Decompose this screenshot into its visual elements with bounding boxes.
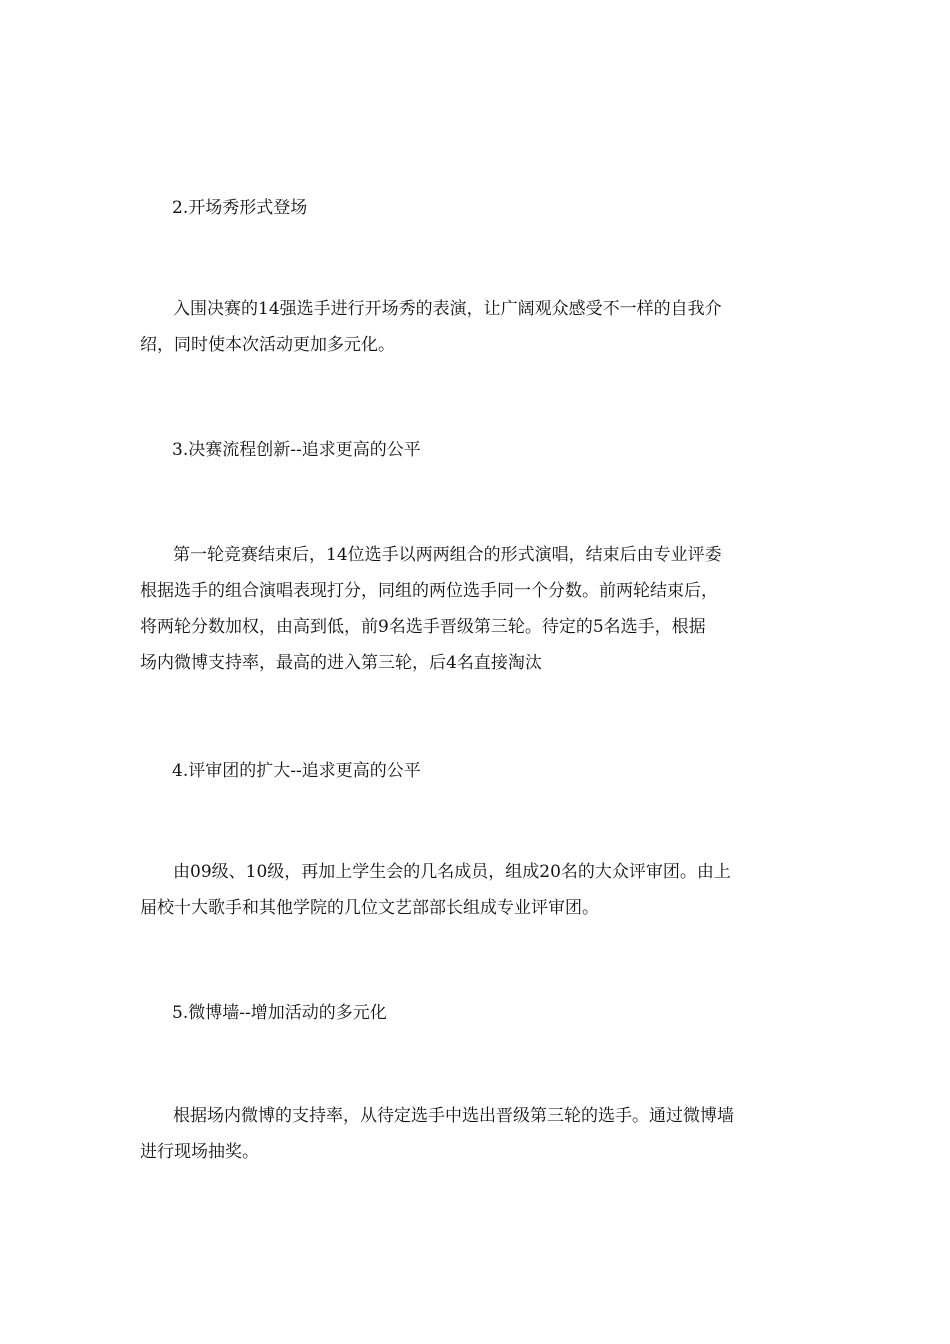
paragraph-line: 绍，同时使本次活动更加多元化。	[140, 335, 395, 355]
section-heading-2: 2.开场秀形式登场	[172, 198, 308, 218]
paragraph-line: 第一轮竞赛结束后，14位选手以两两组合的形式演唱，结束后由专业评委	[173, 545, 722, 565]
paragraph-line: 入围决赛的14强选手进行开场秀的表演，让广阔观众感受不一样的自我介	[173, 299, 722, 319]
paragraph-line: 届校十大歌手和其他学院的几位文艺部部长组成专业评审团。	[140, 898, 599, 918]
section-paragraph-5	[140, 1098, 810, 1170]
section-heading-5: 5.微博墙--增加活动的多元化	[172, 1003, 387, 1023]
section-paragraph-4	[140, 854, 810, 926]
paragraph-line: 进行现场抽奖。	[140, 1142, 259, 1162]
paragraph-line: 根据场内微博的支持率，从待定选手中选出晋级第三轮的选手。通过微博墙	[173, 1106, 734, 1126]
section-heading-3: 3.决赛流程创新--追求更高的公平	[172, 440, 421, 460]
paragraph-line: 场内微博支持率，最高的进入第三轮，后4名直接淘汰	[140, 653, 542, 673]
section-heading-4: 4.评审团的扩大--追求更高的公平	[172, 761, 421, 781]
section-paragraph-3	[140, 537, 810, 681]
paragraph-line: 将两轮分数加权，由高到低，前9名选手晋级第三轮。待定的5名选手，根据	[140, 617, 706, 637]
section-paragraph-2	[140, 291, 810, 363]
paragraph-line: 根据选手的组合演唱表现打分，同组的两位选手同一个分数。前两轮结束后，	[140, 581, 718, 601]
paragraph-line: 由09级、10级，再加上学生会的几名成员，组成20名的大众评审团。由上	[173, 862, 731, 882]
